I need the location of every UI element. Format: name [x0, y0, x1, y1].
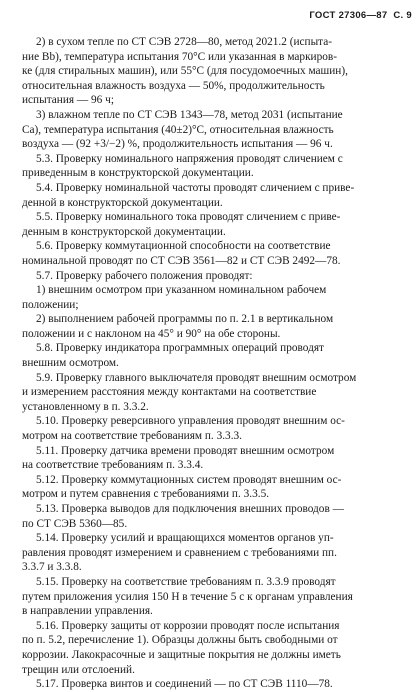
- text-line: 5.17. Проверка винтов и соединений — по СТ СЭВ 1110—78.: [36, 678, 333, 691]
- text-line: и измерением расстояния между контактами на соответствие: [22, 386, 317, 399]
- text-line: на соответствие требованиям п. 3.3.4.: [22, 459, 204, 472]
- text-line: приведенным в конструкторской документации.: [22, 167, 254, 180]
- text-line: по п. 5.2, перечисление 1). Образцы должны быть свободными от: [22, 634, 338, 647]
- text-line: относительная влажность воздуха — 50%, продолжительность: [22, 79, 325, 92]
- text-line: 5.5. Проверку номинального тока проводят сличением с приве-: [36, 211, 341, 224]
- text-line: 2) в сухом тепле по СТ СЭВ 2728—80, метод 2021.2 (испыта-: [36, 36, 333, 48]
- document-number: ГОСТ 27306—87: [309, 10, 388, 21]
- text-line: равления проводят измерением и сравнением с требованиями пп.: [22, 546, 337, 559]
- page-header: [309, 10, 412, 21]
- text-line: номинальной проводят по СТ СЭВ 3561—82 и СТ СЭВ 2492—78.: [22, 254, 341, 267]
- text-line: мотром на соответствие требованиям п. 3.3.3.: [22, 430, 242, 443]
- text-line: положении и с наклоном на 45° и 90° на обе стороны.: [22, 327, 281, 340]
- text-line: 5.7. Проверку рабочего положения проводят:: [36, 269, 253, 282]
- text-line: коррозии. Лакокрасочные и защитные покрытия не должны иметь: [22, 648, 341, 661]
- text-line: 5.15. Проверку на соответствие требованиям п. 3.3.9 проводят: [36, 575, 336, 588]
- text-line: мотром и путем сравнения с требованиями п. 3.3.5.: [22, 488, 270, 501]
- text-line: 3) влажном тепле по СТ СЭВ 1343—78, метод 2031 (испытание: [36, 108, 343, 121]
- document-body: [22, 35, 412, 692]
- text-line: воздуха — (92 +3/−2) %, продолжительность испытания — 96 ч.: [22, 138, 333, 151]
- text-line: денной в конструкторской документации.: [22, 196, 223, 209]
- text-line: 5.3. Проверку номинального напряжения проводят сличением с: [36, 152, 343, 165]
- page-number: С. 9: [393, 10, 412, 21]
- text-line: 5.8. Проверку индикатора программных операций проводят: [36, 342, 324, 355]
- text-line: ние Bb), температура испытания 70°С или указанная в маркиров-: [22, 50, 337, 63]
- text-line: 5.4. Проверку номинальной частоты проводят сличением с приве-: [36, 181, 355, 194]
- text-line: 5.14. Проверку усилий и вращающихся моментов органов уп-: [36, 532, 334, 545]
- text-line: в направлении управления.: [22, 605, 153, 618]
- text-line: испытания — 96 ч;: [22, 94, 114, 107]
- text-line: путем приложения усилия 150 Н в течение 5 с к органам управления: [22, 590, 353, 603]
- text-line: Ca), температура испытания (40±2)°С, относительная влажность: [22, 123, 334, 136]
- text-line: 5.10. Проверку реверсивного управления проводят внешним ос-: [36, 415, 345, 428]
- text-line: 5.11. Проверку датчика времени проводят внешним осмотром: [36, 444, 335, 457]
- text-line: ке (для стиральных машин), или 55°С (для посудомоечных машин),: [22, 65, 348, 78]
- text-line: 5.16. Проверку защиты от коррозии проводят после испытания: [36, 619, 340, 632]
- text-line: 1) внешним осмотром при указанном номинальном рабочем: [36, 284, 327, 297]
- text-line: 5.13. Проверка выводов для подключения внешних проводов —: [36, 503, 344, 515]
- text-line: 5.9. Проверку главного выключателя проводят внешним осмотром: [36, 371, 357, 384]
- text-line: положении;: [22, 298, 79, 311]
- text-line: 3.3.7 и 3.3.8.: [22, 561, 82, 574]
- text-line: 2) выполнением рабочей программы по п. 2.1 в вертикальном: [36, 313, 334, 326]
- text-line: 5.12. Проверку коммутационных систем проводят внешним ос-: [36, 473, 342, 486]
- text-line: по СТ СЭВ 5360—85.: [22, 517, 128, 530]
- text-line: трещин или отслоений.: [22, 663, 135, 676]
- text-line: денным в конструкторской документации.: [22, 225, 226, 238]
- text-line: 5.6. Проверку коммутационной способности на соответствие: [36, 240, 331, 253]
- text-line: установленному в п. 3.3.2.: [22, 400, 149, 413]
- text-line: внешним осмотром.: [22, 357, 119, 370]
